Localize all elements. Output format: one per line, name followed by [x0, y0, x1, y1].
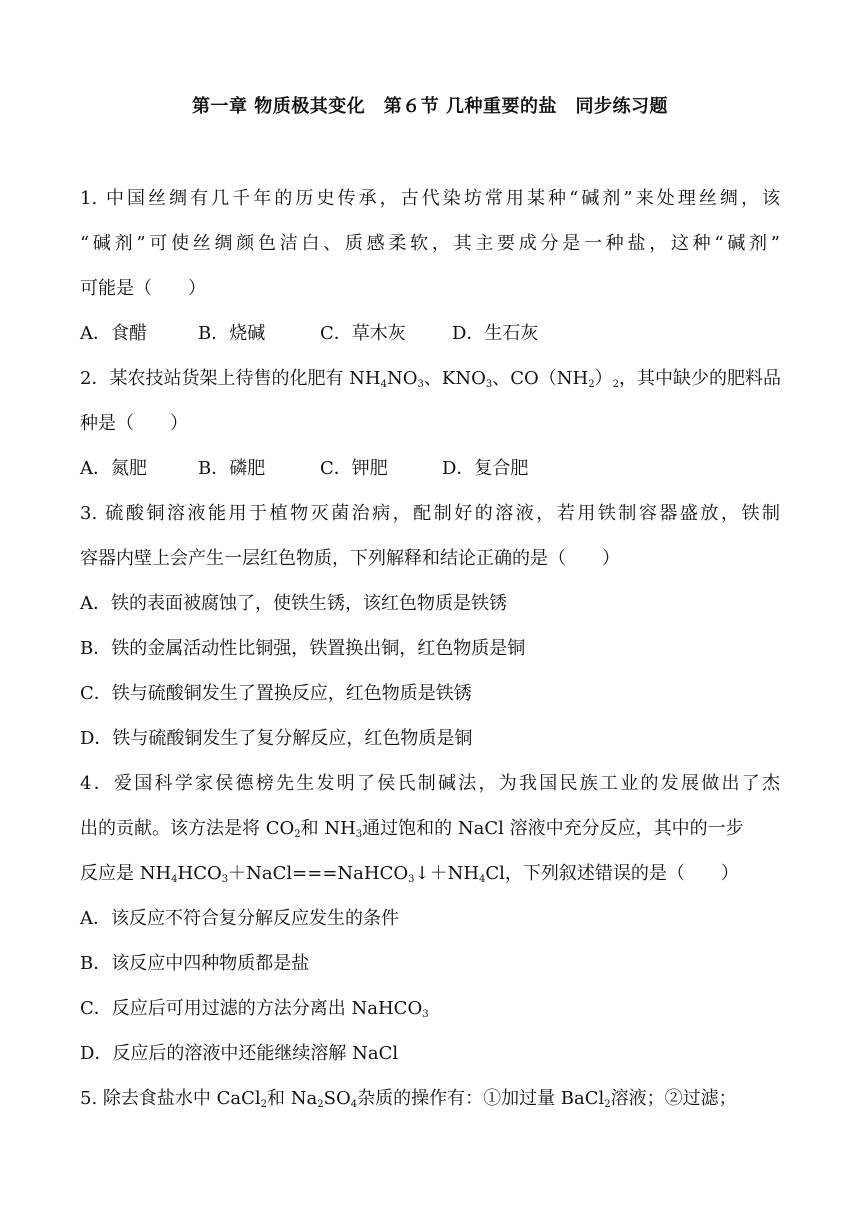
q5-sub-1: 2	[260, 1099, 268, 1110]
q4-l3-sub-2: 3	[221, 874, 229, 885]
q2-text-f: ，其中缺少的肥料品	[618, 368, 781, 389]
q2-option-c: C．钾肥	[320, 458, 388, 479]
q5-text-b: 和 Na	[267, 1088, 318, 1109]
q1-option-a: A．食醋	[80, 323, 147, 344]
q2-option-d: D．复合肥	[442, 458, 529, 479]
q4-option-a: A．该反应不符合复分解反应发生的条件	[80, 908, 399, 929]
q4-l3-sub-4: 4	[479, 874, 486, 885]
q2-sub-5: 2	[612, 379, 619, 390]
q4-l2-sub-2: 3	[355, 829, 363, 840]
q4-option-b: B．该反应中四种物质都是盐	[80, 953, 310, 974]
q3-stem-line1: 3. 硫酸铜溶液能用于植物灭菌治病，配制好的溶液，若用铁制容器盛放，铁制	[80, 503, 780, 524]
q4-option-c-sub: 3	[422, 1009, 429, 1020]
q2-option-a: A．氮肥	[80, 458, 147, 479]
q2-options	[80, 446, 780, 491]
q4-l2-text-a: 出的贡献。该方法是将 CO	[80, 818, 295, 839]
q4-stem-line1: 4．爱国科学家侯德榜先生发明了侯氏制碱法，为我国民族工业的发展做出了杰	[80, 773, 780, 794]
q2-sub-2: 3	[417, 379, 424, 390]
q2-text-a: 2．某农技站货架上待售的化肥有 NH	[80, 368, 381, 389]
q4-l2-sub-1: 2	[294, 829, 301, 840]
q4-l3-sub-1: 4	[171, 874, 178, 885]
q4-l2-text-c: 通过饱和的 NaCl 溶液中充分反应，其中的一步	[362, 818, 744, 839]
q2-stem-line2: 种是（ ）	[80, 413, 188, 434]
page-title: 第一章 物质极其变化 第６节 几种重要的盐 同步练习题	[191, 96, 669, 117]
q3-option-b: B．铁的金属活动性比铜强，铁置换出铜，红色物质是铜	[80, 638, 526, 659]
q4-l3-text-b: HCO	[177, 863, 222, 884]
q4-l3-text-e: Cl，下列叙述错误的是（ ）	[485, 863, 739, 884]
q1-stem-line1: 1. 中国丝绸有几千年的历史传承，古代染坊常用某种“碱剂”来处理丝绸，该	[80, 188, 780, 209]
q4-option-c-text: C．反应后可用过滤的方法分离出 NaHCO	[80, 998, 423, 1019]
q2-stem-line1	[80, 356, 780, 401]
q4-l3-text-a: 反应是 NH	[80, 863, 172, 884]
q4-option-c	[80, 986, 780, 1031]
q3-option-c: C．铁与硫酸铜发生了置换反应，红色物质是铁锈	[80, 683, 472, 704]
q3-option-a: A．铁的表面被腐蚀了，使铁生锈，该红色物质是铁锈	[80, 593, 507, 614]
q4-l3-text-d: ↓＋NH	[414, 863, 480, 884]
q3-stem-line2: 容器内壁上会产生一层红色物质，下列解释和结论正确的是（ ）	[80, 548, 620, 569]
q1-option-c: C．草木灰	[320, 323, 406, 344]
q4-l2-text-b: 和 NH	[300, 818, 356, 839]
q5-stem-line1	[80, 1076, 780, 1121]
q5-sub-4: 2	[604, 1099, 611, 1110]
q1-option-b: B．烧碱	[198, 323, 266, 344]
q2-sub-3: 3	[485, 379, 493, 390]
q1-options	[80, 311, 780, 356]
q1-option-d: D．生石灰	[452, 323, 539, 344]
q4-l3-text-c: ＋NaCl===NaHCO	[228, 863, 409, 884]
q2-sub-1: 4	[380, 379, 387, 390]
q4-stem-line2	[80, 806, 780, 851]
q2-text-e: ）	[594, 368, 613, 389]
q1-stem-line2: “碱剂”可使丝绸颜色洁白、质感柔软，其主要成分是一种盐，这种“碱剂”	[80, 233, 780, 254]
q1-stem-line3: 可能是（ ）	[80, 278, 206, 299]
q5-sub-3: 4	[350, 1099, 358, 1110]
q2-text-d: 、CO（NH	[492, 368, 589, 389]
q2-option-b: B．磷肥	[198, 458, 266, 479]
q4-l3-sub-3: 3	[408, 874, 415, 885]
q3-option-d: D．铁与硫酸铜发生了复分解反应，红色物质是铜	[80, 728, 473, 749]
q4-option-d: D．反应后的溶液中还能继续溶解 NaCl	[80, 1043, 399, 1064]
q4-stem-line3	[80, 851, 780, 896]
q5-text-d: 杂质的操作有：①加过量 BaCl	[357, 1088, 605, 1109]
q5-sub-2: 2	[317, 1099, 324, 1110]
q2-text-b: NO	[387, 368, 418, 389]
q2-text-c: 、KNO	[423, 368, 486, 389]
q2-sub-4: 2	[588, 379, 595, 390]
q5-text-a: 5. 除去食盐水中 CaCl	[80, 1088, 261, 1109]
q5-text-e: 溶液；②过滤；	[610, 1088, 737, 1109]
q5-text-c: SO	[323, 1088, 351, 1109]
question-list	[80, 176, 780, 1121]
